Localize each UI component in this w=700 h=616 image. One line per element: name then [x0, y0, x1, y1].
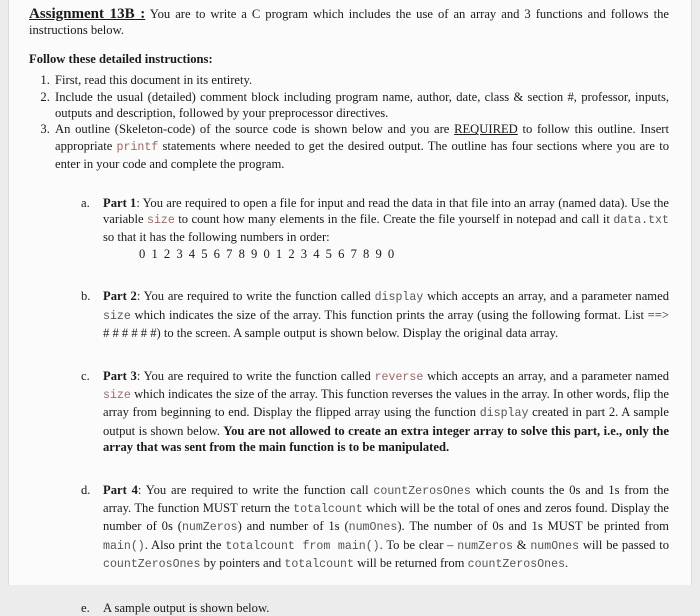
required-word: REQUIRED [454, 122, 518, 137]
parts-list [29, 195, 669, 616]
data-digits: 0 1 2 3 4 5 6 7 8 9 0 1 2 3 4 5 6 7 8 9 0 [139, 246, 396, 261]
instruction-item-1: 1. First, read this document in its entirety. [53, 72, 669, 88]
document-page [8, 0, 692, 615]
instruction-item-2: 2. Include the usual (detailed) comment block including program name, author, date, class & section #, professor, inputs, outputs and description, followed by your preprocessor directives. [53, 89, 669, 122]
part-label: Part 2 [103, 289, 137, 304]
part-e: e. A sample output is shown below. [81, 600, 270, 615]
part-label: Part 3 [103, 368, 137, 383]
part-a: a. Part 1: You are required to open a file for input and read the data in that file into an array (named data). Use the variable size to count how many elements in the file. Create the file yourself in notepad and call it data.txt so that it has the following numbers in order: 0 1 2 3 4 5 6 7 8 9 0 1 2 3 4 5 6 7 8 9 0 [81, 195, 670, 261]
part-label: Part 1 [103, 195, 137, 210]
intro-paragraph [29, 6, 669, 39]
assignment-title: Assignment 13B : [29, 6, 146, 22]
part-b: b. Part 2: You are required to write the function called display which accepts an array, and a parameter named size which indicates the size of the array. This function prints the array (using the following format. List ==> # # # # # #) to the screen. A sample output is shown below. Display the original data array. [81, 289, 669, 341]
part-label: Part 4 [103, 482, 138, 497]
intro-text: You are to write a C program which includes the use of an array and 3 functions and follows the instructions below. [29, 7, 669, 38]
instructions-heading: Follow these detailed instructions: [29, 51, 213, 66]
instruction-list [29, 72, 669, 172]
part-c: c. Part 3: You are required to write the function called reverse which accepts an array, and a parameter named size which indicates the size of the array. This function reverses the values in the array. In other words, flip the array from beginning to end. Display the flipped array using the function display created in part 2. A sample output is shown below. You are not allowed to create an extra integer array to solve this part, i.e., only the array that was sent from the main function is to be manipulated. [81, 368, 670, 455]
printf-code: printf [116, 140, 159, 154]
part-d: d. Part 4: You are required to write the function call countZerosOnes which counts the 0s and 1s from the array. The function MUST return the totalcount which will be the total of ones and zeros found. Display the number of 0s (numZeros) and number of 1s (numOnes). The number of 0s and 1s MUST be printed from main(). Also print the totalcount from main(). To be clear – numZeros & numOnes will be passed to countZerosOnes by pointers and totalcount will be returned from countZerosOnes. [81, 482, 670, 572]
instruction-item-3: 3. An outline (Skeleton-code) of the source code is shown below and you are REQUIRED to follow this outline. Insert appropriate printf statements where needed to get the desired output. The outline has four sections where you are to enter in your code and complete the program. [53, 121, 669, 172]
bold-warning: You are not allowed to create an extra integer array to solve this part, i.e., only the array that was sent from the main function is to be manipulated. [103, 423, 669, 455]
